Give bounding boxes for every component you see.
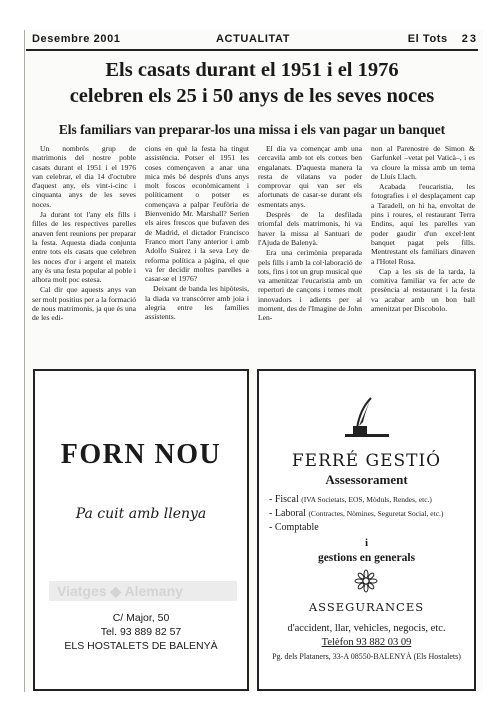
article-column-3 [258, 144, 362, 324]
header-month: Desembre 2001 [32, 33, 121, 45]
title-line-2: celebren els 25 i 50 anys de les seves noces [69, 85, 435, 107]
page-header [26, 33, 478, 47]
paragraph: Cap a les sis de la tarda, la comitiva familiar va fer acte de presència al restaurant i la festa va acabar amb un bon ball amenitzat per Discobolo. [371, 266, 475, 314]
forn-contact [35, 611, 247, 653]
paragraph: Després de la desfilada triomfal dels matrimonis, hi va haver la missa al Santuari de l'Ajuda de Balenyà. [258, 210, 362, 247]
service-item: - Laboral (Contractes, Nòmines, Seguretat Social, etc.) [269, 508, 444, 519]
bleed-through-text: Viatges ◆ Alemany [49, 581, 237, 601]
service-item: - Comptable [269, 522, 319, 533]
ferre-name: FERRÉ GESTIÓ [291, 451, 442, 471]
header-publication: El Tots [407, 33, 448, 45]
forn-address: C/ Major, 50 [112, 612, 170, 624]
ferre-and: i [364, 537, 369, 549]
paragraph: non al Parenostre de Simon & Garfunkel –vetat pel Vaticà–, i es va cloure la missa amb un tema de Lluís Llach. [371, 144, 475, 181]
ferre-subtitle: Assessorament [325, 472, 408, 487]
paragraph: Cal dir que aquests anys van ser molt positius per a la formació de nous matrimonis, ja que és una de les edi- [32, 285, 136, 323]
ferre-phone: Telèfon 93 882 03 09 [321, 637, 412, 648]
forn-name: FORN NOU [60, 439, 222, 470]
article-column-2 [145, 144, 249, 323]
service-item: - Fiscal (IVA Societats, EOS, Mòduls, Rendes, etc.) [269, 494, 432, 505]
forn-phone: Tel. 93 889 82 57 [100, 626, 182, 638]
forn-town: ELS HOSTALETS DE BALENYÀ [64, 640, 218, 652]
ad-ferre-gestio [257, 369, 476, 691]
header-section: ACTUALITAT [216, 33, 291, 45]
article-column-4 [371, 144, 475, 314]
page-number: 23 [461, 33, 478, 45]
article-subtitle: Els familiars van preparar-los una missa i els van pagar un banquet [58, 122, 446, 137]
ferre-general: gestions en generals [317, 552, 416, 564]
header-rule [26, 49, 478, 51]
article-column-1 [32, 144, 136, 324]
title-line-1: Els casats durant el 1951 i el 1976 [105, 59, 399, 81]
paragraph: Acabada l'eucaristia, les fotografies i el desplaçament cap a Taradell, on hi ha, envoltat de pins i roures, el restaurant Terra Endins, aquí les parelles van poder gaudir d'un excel·lent banquet pagat pels fills. Mentrestant els familiars dinaven a l'Hotel Rosa. [371, 182, 475, 266]
forn-slogan: Pa cuit amb llenya [75, 506, 207, 522]
ferre-services [269, 493, 469, 535]
paragraph: Ja durant tot l'any els fills i filles de les respectives parelles anaven fent reunions per preparar la festa. Aquesta diada conjunta entre tots els casats que celebren les noces d'or i argent el mateix any és una festa popular al poble i alhora molt poc estesa. [32, 210, 136, 285]
paragraph: Era una cerimònia preparada pels fills i amb la col·laboració de tots, fins i tot un grup musical que va amenitzar l'eucaristia amb un repertori de cançons i temes molt innovadors i adients per al moment, des de l'Imagine de John Len- [258, 248, 362, 323]
paragraph: El dia va començar amb una cercavila amb tot els cotxes ben engalanats. D'aquesta manera la resta de vilatans va poder comprovar qui van ser els afortunats de casar-se durant els esmentats anys. [258, 144, 362, 209]
ferre-insurance-heading: ASSEGURANCES [308, 600, 425, 614]
paragraph: Un nombrós grup de matrimonis del nostre poble casats durant el 1951 i el 1976 van celebrar, el dia 14 d'octubre d'aquest any, els vint-i-cinc i cinquanta anys de les seves noces. [32, 144, 136, 209]
inkwell-quill-icon [341, 396, 393, 440]
flower-ornament-icon [354, 569, 378, 593]
ferre-insurance-text: d'accident, llar, vehicles, negocis, etc. [287, 623, 446, 634]
paragraph: cions en què la festa ha tingut assistència. Potser el 1951 les coses començaven a anar una mica més bé després d'uns anys molt foscos econòmicament i políticament o potser es començava a palpar l'eufòria de Bienvenido Mr. Marshall? Serien els aires frescos que bufaven des de Madrid, el dictador Francisco Franco mort l'any anterior i amb Adolfo Suárez i la seva Ley de reforma política a pàgina, el que va fer decidir moltes parelles a casar-se el 1976? [145, 144, 249, 284]
article-body [32, 144, 476, 366]
ad-forn-nou [33, 369, 249, 691]
paragraph: Deixant de banda les hipòtesis, la diada va transcórrer amb joia i alegria entre les famílies assistents. [145, 284, 249, 322]
ferre-address: Pg. dels Plataners, 33-A 08550-BALENYÀ (Els Hostalets) [272, 652, 461, 661]
ferre-contact [259, 622, 474, 664]
header-publication-page [408, 33, 478, 45]
article-title [30, 57, 474, 109]
